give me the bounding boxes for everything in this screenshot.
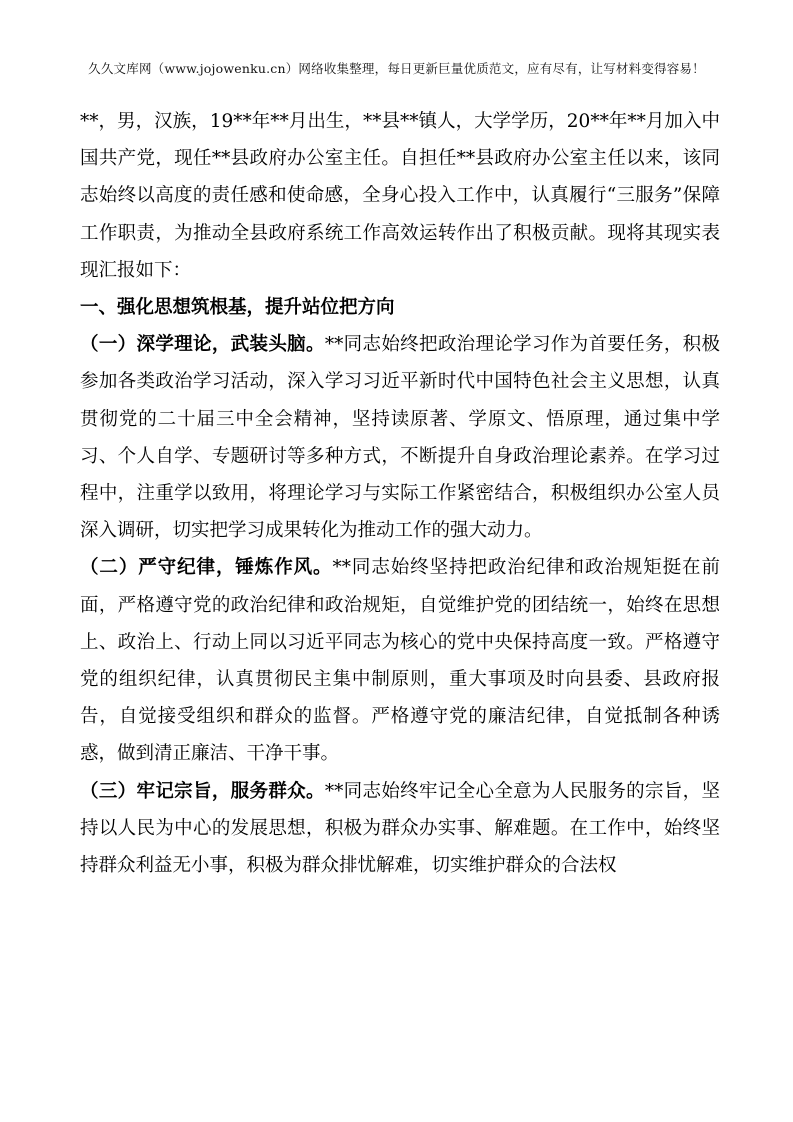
section-heading: 一、强化思想筑根基，提升站位把方向 <box>80 297 395 319</box>
list-item <box>80 549 720 772</box>
item-lead: （二）严守纪律，锤炼作风。 <box>80 557 333 579</box>
page-header: 久久文库网（www.jojowenku.cn）网络收集整理，每日更新巨量优质范文，应有尽有，让写材料变得容易！ <box>88 61 705 76</box>
item-lead: （三）牢记宗旨，服务群众。 <box>80 780 325 802</box>
list-item <box>80 773 720 885</box>
item-text: **同志始终牢记全心全意为人民服务的宗旨，坚持以人民为中心的发展思想，积极为群众办实事、解难题。在工作中，始终坚持群众利益无小事，积极为群众排忧解难，切实维护群众的合法权 <box>80 780 720 877</box>
list-item <box>80 326 720 549</box>
item-lead: （一）深学理论，武装头脑。 <box>80 334 325 356</box>
document-body <box>80 103 720 884</box>
intro-paragraph: **，男，汉族，19**年**月出生，**县**镇人，大学学历，20**年**月加入中国共产党，现任**县政府办公室主任。自担任**县政府办公室主任以来，该同志始终以高度的责任感和使命感，全身心投入工作中，认真履行“三服务”保障工作职责，为推动全县政府系统工作高效运转作出了积极贡献。现将其现实表现汇报如下： <box>80 111 720 281</box>
item-text: **同志始终坚持把政治纪律和政治规矩挺在前面，严格遵守党的政治纪律和政治规矩，自觉维护党的团结统一，始终在思想上、政治上、行动上同以习近平同志为核心的党中央保持高度一致。严格遵守党的组织纪律，认真贯彻民主集中制原则，重大事项及时向县委、县政府报告，自觉接受组织和群众的监督。严格遵守党的廉洁纪律，自觉抵制各种诱惑，做到清正廉洁、干净干事。 <box>80 557 720 765</box>
item-text: **同志始终把政治理论学习作为首要任务，积极参加各类政治学习活动，深入学习习近平新时代中国特色社会主义思想，认真贯彻党的二十届三中全会精神，坚持读原著、学原文、悟原理，通过集中学习、个人自学、专题研讨等多种方式，不断提升自身政治理论素养。在学习过程中，注重学以致用，将理论学习与实际工作紧密结合，积极组织办公室人员深入调研，切实把学习成果转化为推动工作的强大动力。 <box>80 334 720 542</box>
